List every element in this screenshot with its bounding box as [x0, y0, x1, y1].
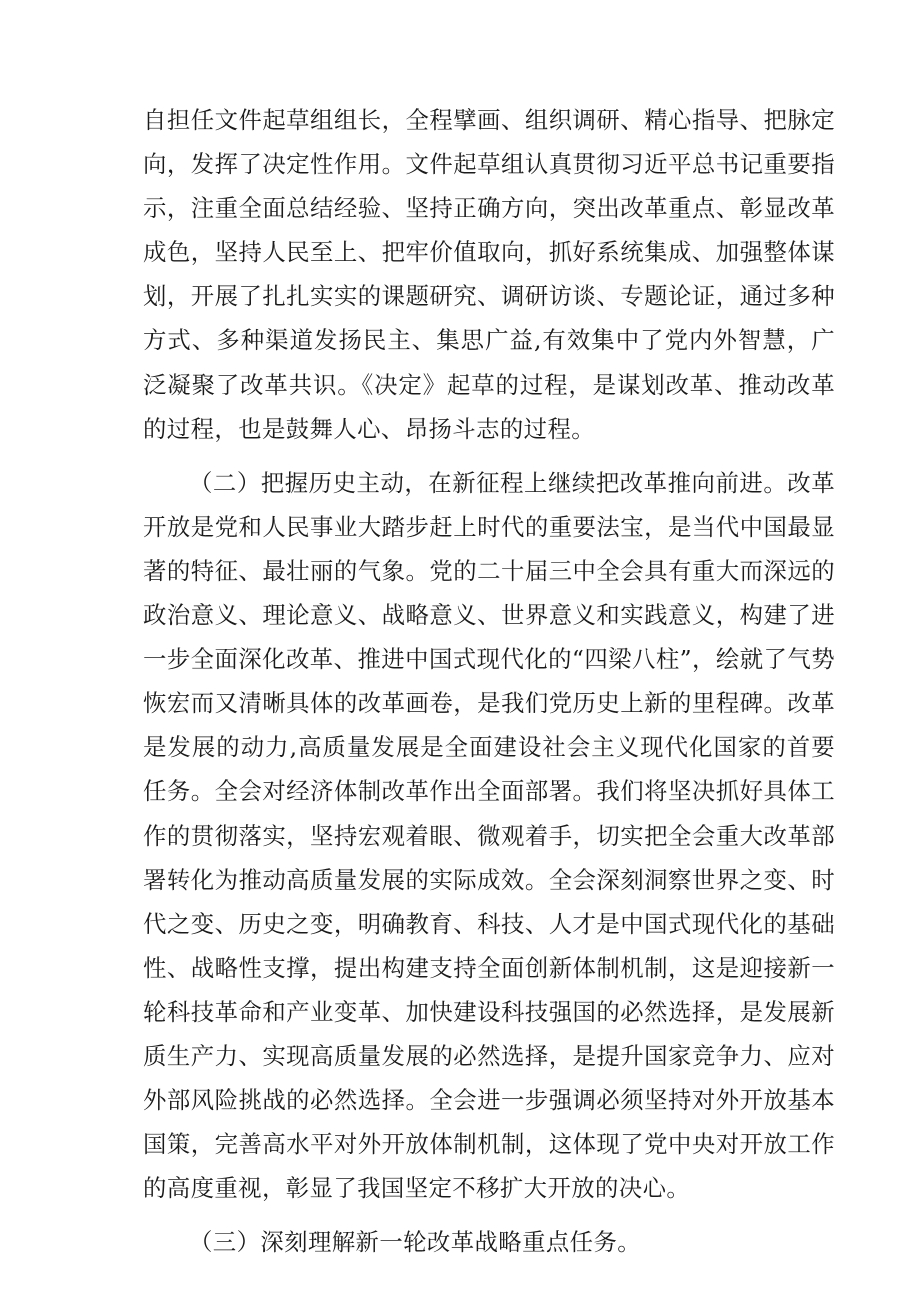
- paragraph-section-two: （二）把握历史主动，在新征程上继续把改革推向前进。改革开放是党和人民事业大踏步赶上时代的重要法宝，是当代中国最显著的特征、最壮丽的气象。党的二十届三中全会具有重大而深远的政治意义、理论意义、战略意义、世界意义和实践意义，构建了进一步全面深化改革、推进中国式现代化的“四梁八柱”，绘就了气势恢宏而又清晰具体的改革画卷，是我们党历史上新的里程碑。改革是发展的动力,高质量发展是全面建设社会主义现代化国家的首要任务。全会对经济体制改革作出全面部署。我们将坚决抓好具体工作的贯彻落实，坚持宏观着眼、微观着手，切实把全会重大改革部署转化为推动高质量发展的实际成效。全会深刻洞察世界之变、时代之变、历史之变，明确教育、科技、人才是中国式现代化的基础性、战略性支撑，提出构建支持全面创新体制机制，这是迎接新一轮科技革命和产业变革、加快建设科技强国的必然选择，是发展新质生产力、实现高质量发展的必然选择，是提升国家竞争力、应对外部风险挑战的必然选择。全会进一步强调必须坚持对外开放基本国策，完善高水平对外开放体制机制，这体现了党中央对开放工作的高度重视，彰显了我国坚定不移扩大开放的决心。: [143, 468, 835, 1203]
- paragraph-section-three-heading: （三）深刻理解新一轮改革战略重点任务。: [189, 1228, 642, 1257]
- paragraph-continued: 自担任文件起草组组长，全程擘画、组织调研、精心指导、把脉定向，发挥了决定性作用。文件起草组认真贯彻习近平总书记重要指示，注重全面总结经验、坚持正确方向，突出改革重点、彰显改革成色，坚持人民至上、把牢价值取向，抓好系统集成、加强整体谋划，开展了扎扎实实的课题研究、调研访谈、专题论证，通过多种方式、多种渠道发扬民主、集思广益,有效集中了党内外智慧，广泛凝聚了改革共识。《决定》起草的过程，是谋划改革、推动改革的过程，也是鼓舞人心、昂扬斗志的过程。: [143, 106, 835, 443]
- document-body: [143, 98, 835, 1264]
